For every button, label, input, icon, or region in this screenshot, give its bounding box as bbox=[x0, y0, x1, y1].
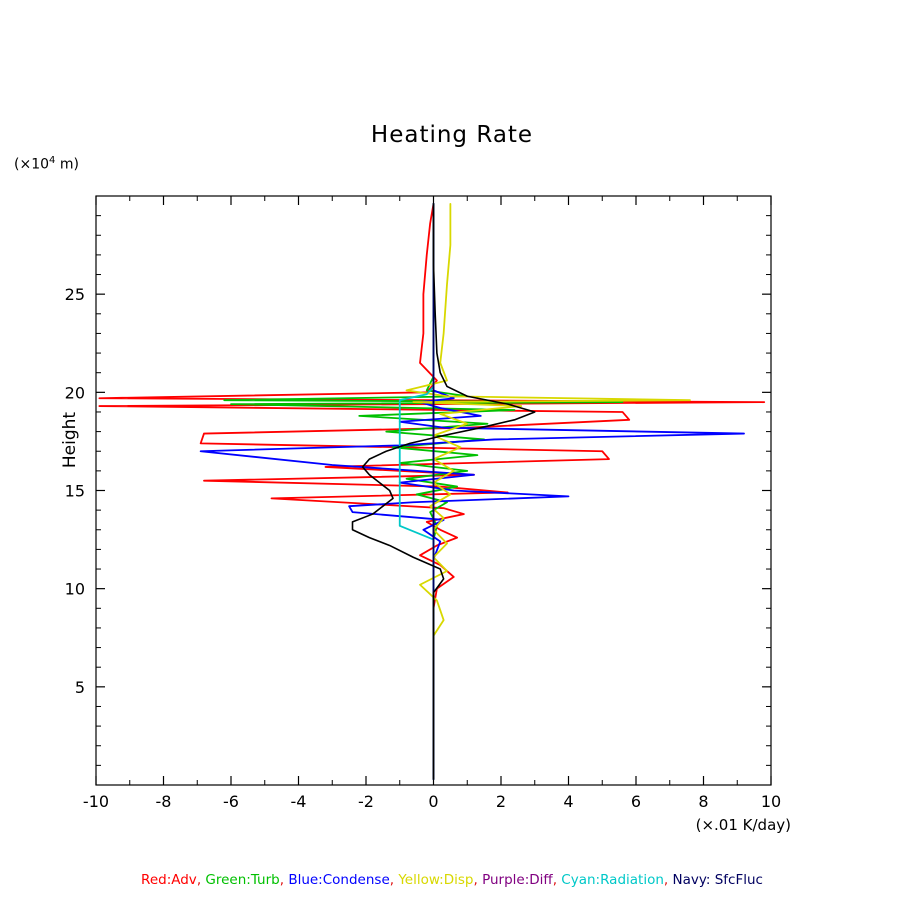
legend-caption bbox=[0, 872, 904, 888]
x-tick-label: 6 bbox=[630, 792, 642, 811]
series-line-total bbox=[353, 204, 535, 779]
y-tick-label: 15 bbox=[64, 481, 85, 501]
legend-sep-6: , bbox=[663, 872, 673, 888]
series-line-condense bbox=[201, 204, 744, 779]
x-tick-label: 2 bbox=[495, 792, 507, 811]
x-tick-label: -10 bbox=[82, 792, 110, 811]
x-tick-label: 4 bbox=[563, 792, 574, 811]
y-axis-label: Height bbox=[60, 411, 80, 469]
y-axis-unit-label: ($\times 10^4$ m) bbox=[14, 155, 79, 173]
y-tick-label: 25 bbox=[64, 285, 85, 305]
legend-item-diff: Purple:Diff bbox=[482, 872, 553, 888]
x-axis-unit-label: (×.01 K/day) bbox=[695, 816, 791, 834]
legend-item-adv: Red:Adv bbox=[141, 872, 197, 888]
x-tick-label: 0 bbox=[428, 792, 439, 811]
legend-sep-2: , bbox=[279, 872, 289, 888]
legend-item-sfcfluc: Navy: SfcFluc bbox=[672, 872, 763, 888]
legend-item-radiation: Cyan:Radiation bbox=[561, 872, 664, 888]
series-line-disp bbox=[407, 204, 691, 779]
legend-sep-4: , bbox=[473, 872, 483, 888]
y-tick-label: 10 bbox=[64, 579, 85, 599]
y-tick-label: 20 bbox=[64, 383, 85, 403]
chart-title: Heating Rate bbox=[370, 122, 534, 148]
x-tick-label: -8 bbox=[155, 792, 172, 811]
legend-sep-1: , bbox=[196, 872, 206, 888]
y-tick-label: 5 bbox=[74, 677, 85, 697]
legend-item-condense: Blue:Condense bbox=[288, 872, 390, 888]
x-tick-label: -6 bbox=[223, 792, 239, 811]
legend-item-turb: Green:Turb bbox=[205, 872, 280, 888]
x-tick-label: 10 bbox=[760, 792, 782, 811]
x-tick-label: -2 bbox=[358, 792, 374, 811]
legend-sep-3: , bbox=[389, 872, 399, 888]
legend-sep-5: , bbox=[552, 872, 562, 888]
legend-item-disp: Yellow:Disp bbox=[398, 872, 474, 888]
x-tick-label: -4 bbox=[290, 792, 307, 811]
x-tick-label: 8 bbox=[698, 792, 709, 811]
